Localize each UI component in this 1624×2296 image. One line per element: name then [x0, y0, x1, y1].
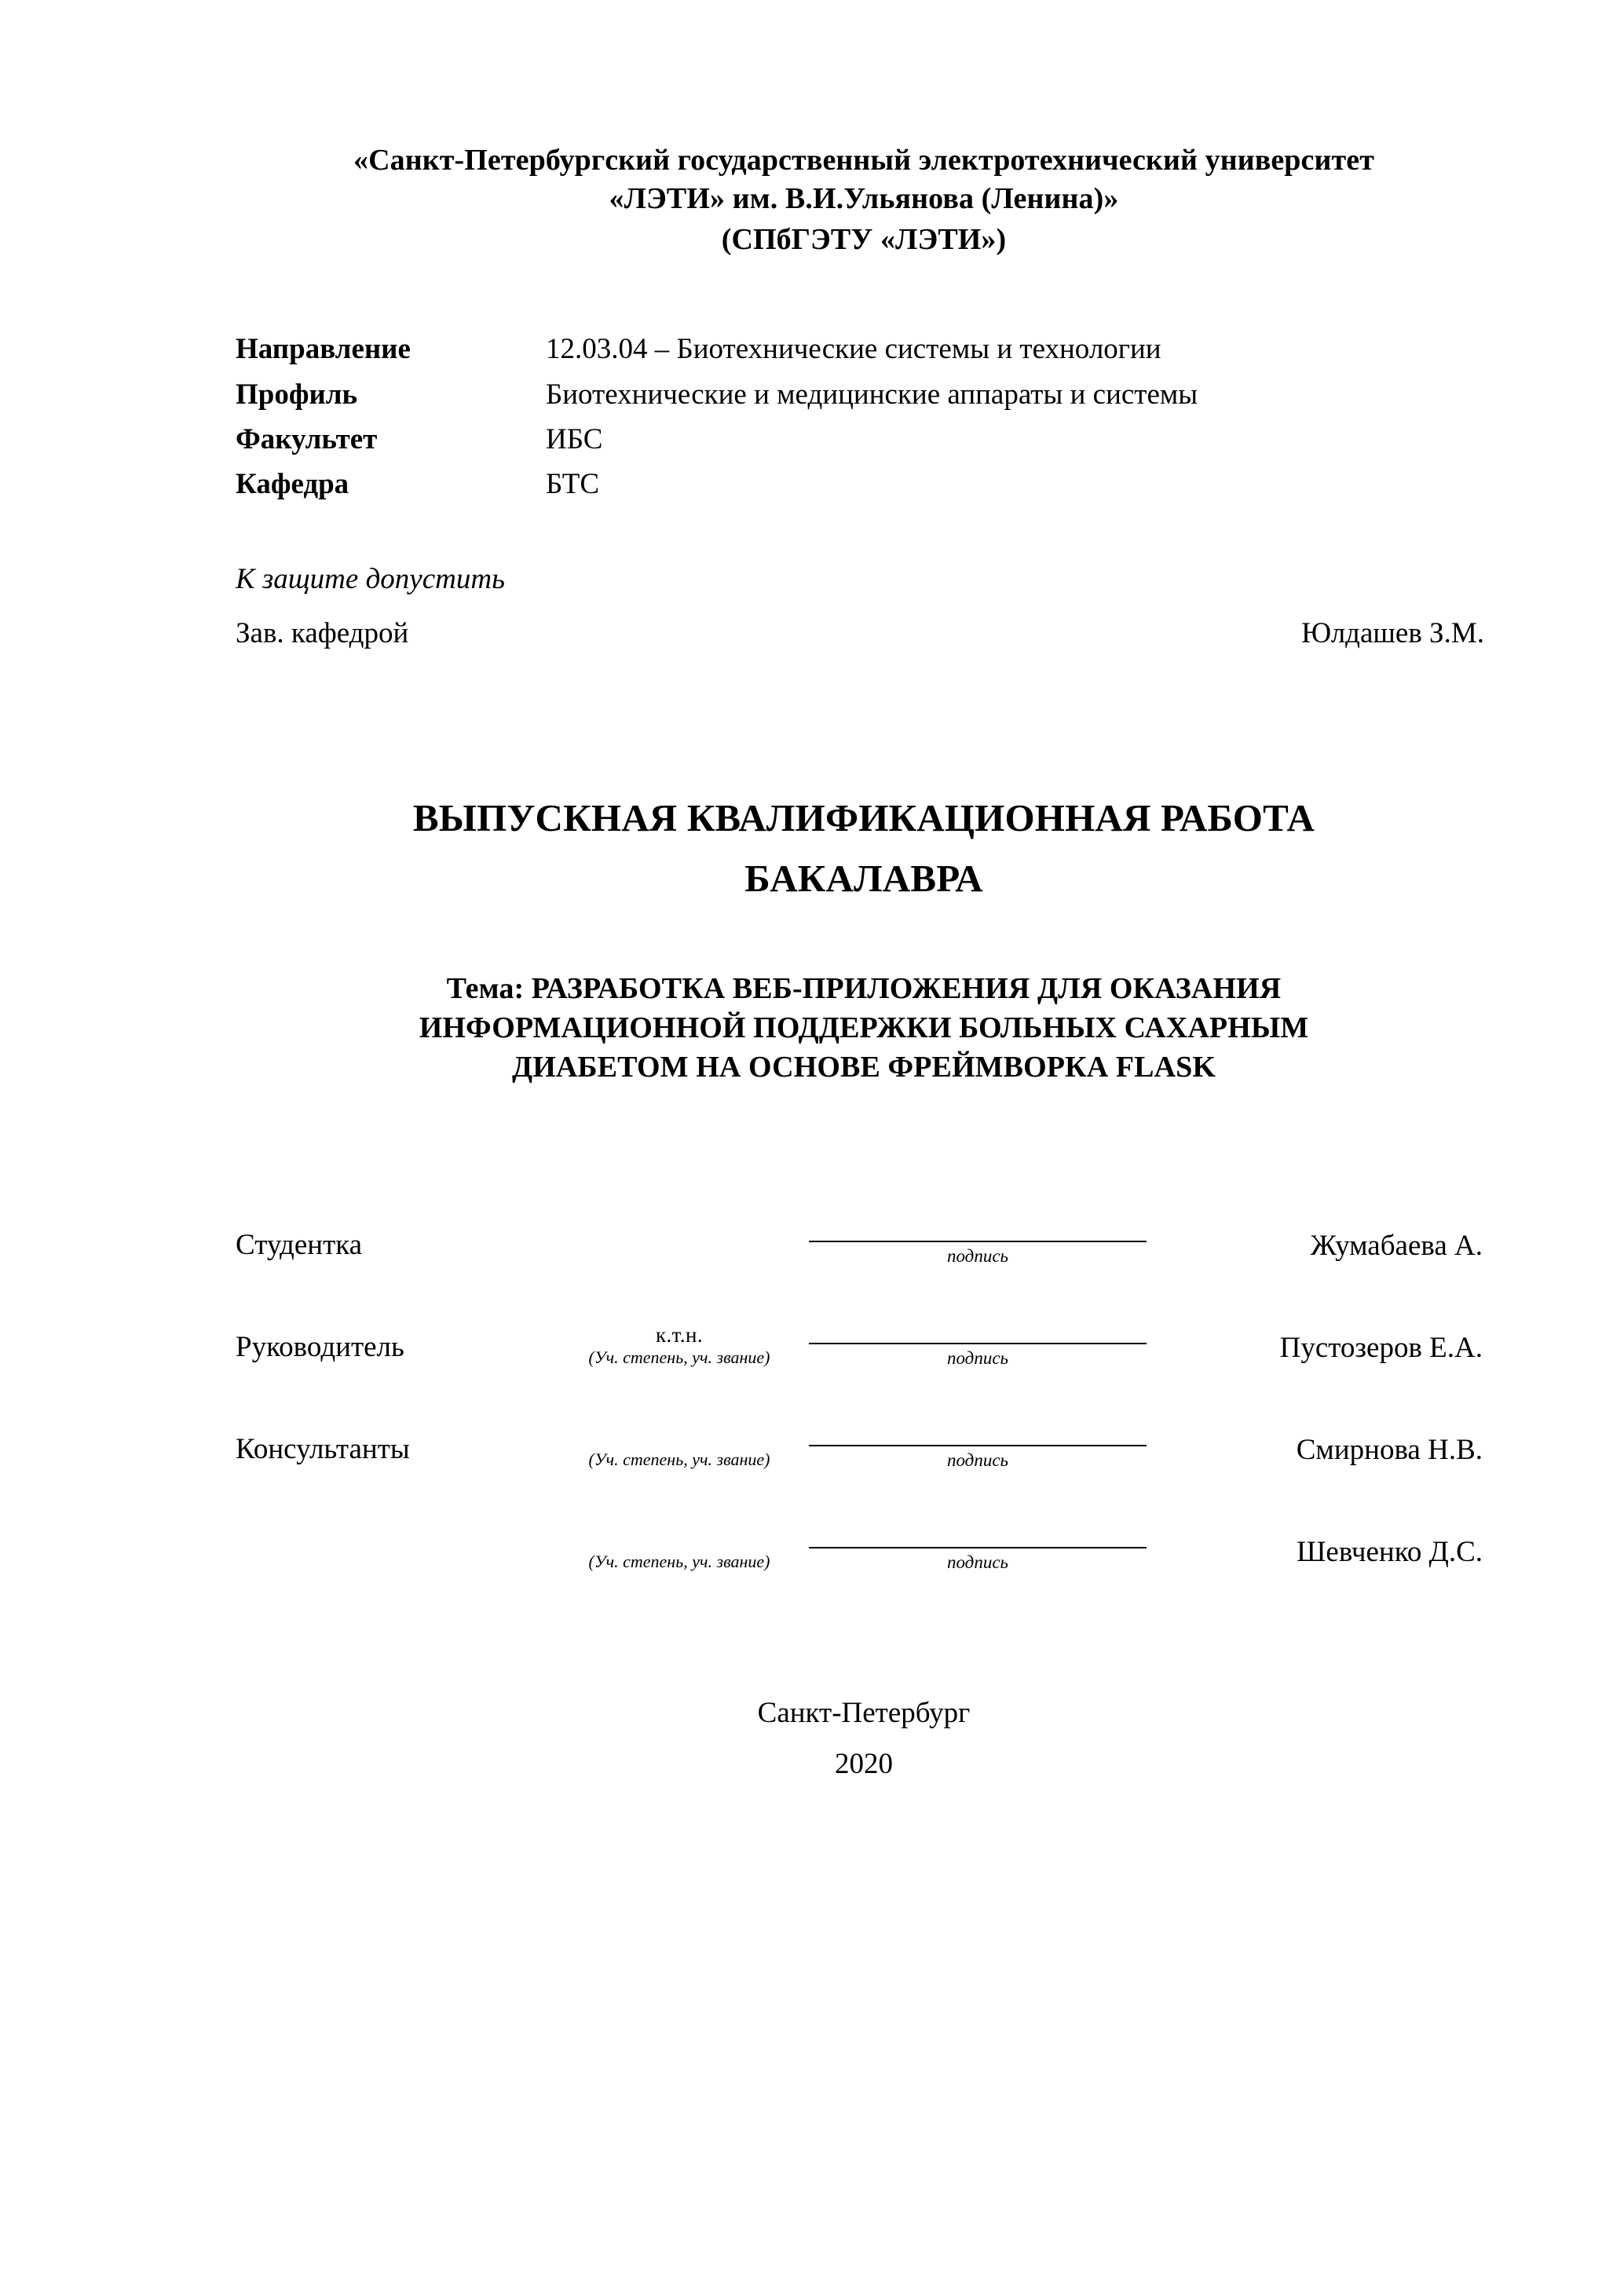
- signature-degree-consultant-1: [550, 1450, 809, 1484]
- signature-caption: подпись: [946, 1348, 1008, 1369]
- signature-line: [809, 1445, 1147, 1446]
- program-details: [236, 327, 1492, 506]
- signature-degree-supervisor: [550, 1323, 809, 1382]
- signature-line: [809, 1241, 1147, 1242]
- meta-row: [236, 372, 1492, 417]
- signature-line: [809, 1547, 1147, 1548]
- signature-caption: подпись: [946, 1552, 1008, 1573]
- degree-caption: (Уч. степень, уч. звание): [588, 1450, 770, 1470]
- head-of-department-row: [236, 610, 1492, 656]
- field-value-fakultet: ИБС: [546, 422, 603, 455]
- signature-role-supervisor: Руководитель: [236, 1331, 404, 1364]
- signature-field-consultant-1[interactable]: [809, 1445, 1147, 1484]
- signature-row-supervisor: [236, 1307, 1492, 1382]
- thesis-theme: [236, 969, 1492, 1087]
- head-of-department-label: Зав. кафедрой: [236, 616, 409, 649]
- university-abbreviation: (СПбГЭТУ «ЛЭТИ»): [721, 222, 1007, 256]
- university-name-line-2: «ЛЭТИ» им. В.И.Ульянова (Ленина)»: [609, 182, 1119, 216]
- field-label-kafedra: Кафедра: [236, 468, 349, 501]
- signature-block: [236, 1205, 1492, 1586]
- field-label-profil: Профиль: [236, 378, 358, 411]
- meta-row: [236, 417, 1492, 462]
- university-header: [236, 141, 1492, 259]
- signature-name-consultant-1: Смирнова Н.В.: [1296, 1434, 1483, 1467]
- signature-row-consultant-1: [236, 1409, 1492, 1484]
- degree-caption: (Уч. степень, уч. звание): [588, 1347, 770, 1368]
- signature-caption: подпись: [946, 1246, 1008, 1267]
- signature-role-empty: [236, 1569, 550, 1586]
- signature-caption: подпись: [946, 1450, 1008, 1471]
- field-value-napravlenie: 12.03.04 – Биотехнические системы и технологии: [546, 333, 1161, 366]
- meta-row: [236, 327, 1492, 371]
- signature-field-student[interactable]: [809, 1241, 1147, 1280]
- field-value-kafedra: БТС: [546, 468, 600, 501]
- meta-row: [236, 462, 1492, 506]
- theme-line-2: ИНФОРМАЦИОННОЙ ПОДДЕРЖКИ БОЛЬНЫХ САХАРНЫМ: [419, 1011, 1309, 1045]
- degree-value: к.т.н.: [656, 1323, 703, 1347]
- field-label-napravlenie: Направление: [236, 333, 411, 366]
- signature-name-supervisor: Пустозеров Е.А.: [1279, 1332, 1483, 1365]
- approval-block: [236, 556, 1492, 656]
- work-title: [236, 790, 1492, 906]
- signature-name-student: Жумабаева А.: [1310, 1230, 1483, 1263]
- work-title-line-2: БАКАЛАВРА: [744, 856, 983, 900]
- signature-name-consultant-2: Шевченко Д.С.: [1297, 1536, 1483, 1569]
- work-title-line-1: ВЫПУСКНАЯ КВАЛИФИКАЦИОННАЯ РАБОТА: [412, 795, 1315, 839]
- theme-line-1: Тема: РАЗРАБОТКА ВЕБ-ПРИЛОЖЕНИЯ ДЛЯ ОКАЗАНИЯ: [446, 972, 1282, 1006]
- signature-field-consultant-2[interactable]: [809, 1547, 1147, 1586]
- page-content: [236, 141, 1492, 1790]
- signature-role-consultants: Консультанты: [236, 1433, 410, 1466]
- field-value-profil: Биотехнические и медицинские аппараты и системы: [546, 378, 1198, 411]
- signature-degree-consultant-2: [550, 1552, 809, 1586]
- signature-field-supervisor[interactable]: [809, 1343, 1147, 1382]
- signature-row-consultant-2: [236, 1511, 1492, 1586]
- signature-line: [809, 1343, 1147, 1344]
- document-footer: [236, 1688, 1492, 1790]
- theme-line-3: ДИАБЕТОМ НА ОСНОВЕ ФРЕЙМВОРКА FLASK: [511, 1051, 1216, 1084]
- university-name-line-1: «Санкт-Петербургский государственный электротехнический университет: [353, 144, 1374, 177]
- footer-city: Санкт-Петербург: [757, 1697, 971, 1730]
- signature-role-student: Студентка: [236, 1229, 363, 1262]
- signature-row-student: [236, 1205, 1492, 1280]
- admit-note: К защите допустить: [236, 562, 505, 595]
- head-of-department-name: Юлдашев З.М.: [1301, 616, 1484, 649]
- footer-year: 2020: [835, 1748, 893, 1781]
- field-label-fakultet: Факультет: [236, 422, 378, 455]
- signature-degree-student: [550, 1266, 809, 1280]
- degree-caption: (Уч. степень, уч. звание): [588, 1552, 770, 1572]
